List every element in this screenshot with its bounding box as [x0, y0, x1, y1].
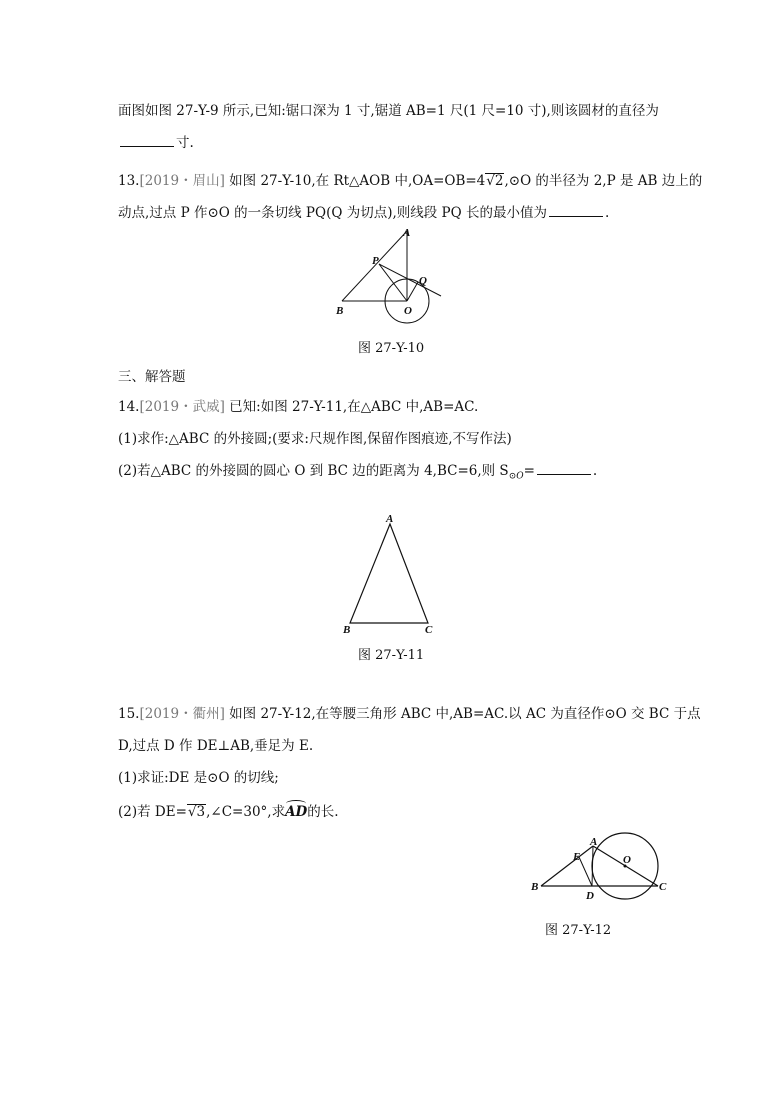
answer-blank[interactable] [120, 134, 174, 147]
q15-line2: D,过点 D 作 DE⊥AB,垂足为 E. [118, 738, 314, 754]
label-c: C [659, 881, 667, 893]
q12-line1: 面图如图 27-Y-9 所示,已知:锯口深为 1 寸,锯道 AB=1 尺(1 尺=10 寸),则该圆材的直径为 [118, 103, 659, 119]
figure-27-y-12 [528, 832, 678, 902]
section-heading: 三、解答题 [118, 369, 186, 385]
label-a: A [590, 836, 598, 848]
question-source: [2019・眉山] [139, 173, 225, 189]
figure-27-y-11 [340, 510, 440, 635]
label-d: D [586, 890, 594, 902]
label-a: A [403, 227, 411, 239]
label-b: B [343, 624, 351, 635]
question-number: 14. [118, 399, 140, 415]
question-number: 13. [118, 173, 140, 189]
q13-text-c: 动点,过点 P 作⊙O 的一条切线 PQ(Q 为切点),则线段 PQ 长的最小值为 [118, 205, 547, 221]
q15-part1: (1)求证:DE 是⊙O 的切线; [118, 770, 279, 786]
label-q: Q [419, 275, 427, 287]
label-c: C [425, 624, 433, 635]
label-b: B [336, 305, 344, 317]
label-p: P [372, 255, 379, 267]
question-source: [2019・武威] [139, 399, 225, 415]
label-b: B [531, 881, 539, 893]
label-o: O [404, 305, 412, 317]
q13-text-a: 如图 27-Y-10,在 Rt△AOB 中,OA=OB=4 [229, 173, 486, 189]
caption-27-y-11: 图 27-Y-11 [358, 648, 425, 663]
answer-blank[interactable] [549, 204, 603, 217]
q14-line1 [118, 398, 478, 416]
q12-line2 [118, 134, 194, 152]
question-number: 15. [118, 706, 140, 722]
q14-part2: (2)若△ABC 的外接圆的圆心 O 到 BC 边的距离为 4,BC=6,则 $S_{⊙O}=$ . [118, 463, 598, 482]
q13-line1 [118, 172, 702, 190]
figure-27-y-10 [330, 224, 450, 324]
q15-text: 如图 27-Y-12,在等腰三角形 ABC 中,AB=AC.以 AC 为直径作⊙O 交 BC 于点 [229, 706, 701, 722]
caption-27-y-10: 图 27-Y-10 [358, 341, 425, 356]
arc-ad: AD [285, 804, 308, 820]
label-e: E [573, 851, 581, 863]
sqrt-symbol: √3 [187, 804, 206, 820]
q14-part1: (1)求作:△ABC 的外接圆;(要求:尺规作图,保留作图痕迹,不写作法) [118, 431, 512, 447]
q14-text: 已知:如图 27-Y-11,在△ABC 中,AB=AC. [229, 399, 479, 415]
label-a: A [386, 513, 394, 525]
answer-blank[interactable] [537, 462, 591, 475]
q13-text-b: ,⊙O 的半径为 2,P 是 AB 边上的 [504, 173, 703, 189]
q13-line2: 动点,过点 P 作⊙O 的一条切线 PQ(Q 为切点),则线段 PQ 长的最小值为 . [118, 205, 610, 221]
q12-unit: 寸. [176, 135, 194, 151]
sqrt-symbol: √2 [486, 173, 504, 189]
question-source: [2019・衢州] [139, 706, 225, 722]
q15-line1 [118, 705, 701, 723]
label-o: O [623, 854, 631, 866]
q15-part2: (2)若 DE=√3,∠C=30°,求AD的长. [118, 804, 339, 820]
caption-27-y-12: 图 27-Y-12 [545, 923, 612, 938]
